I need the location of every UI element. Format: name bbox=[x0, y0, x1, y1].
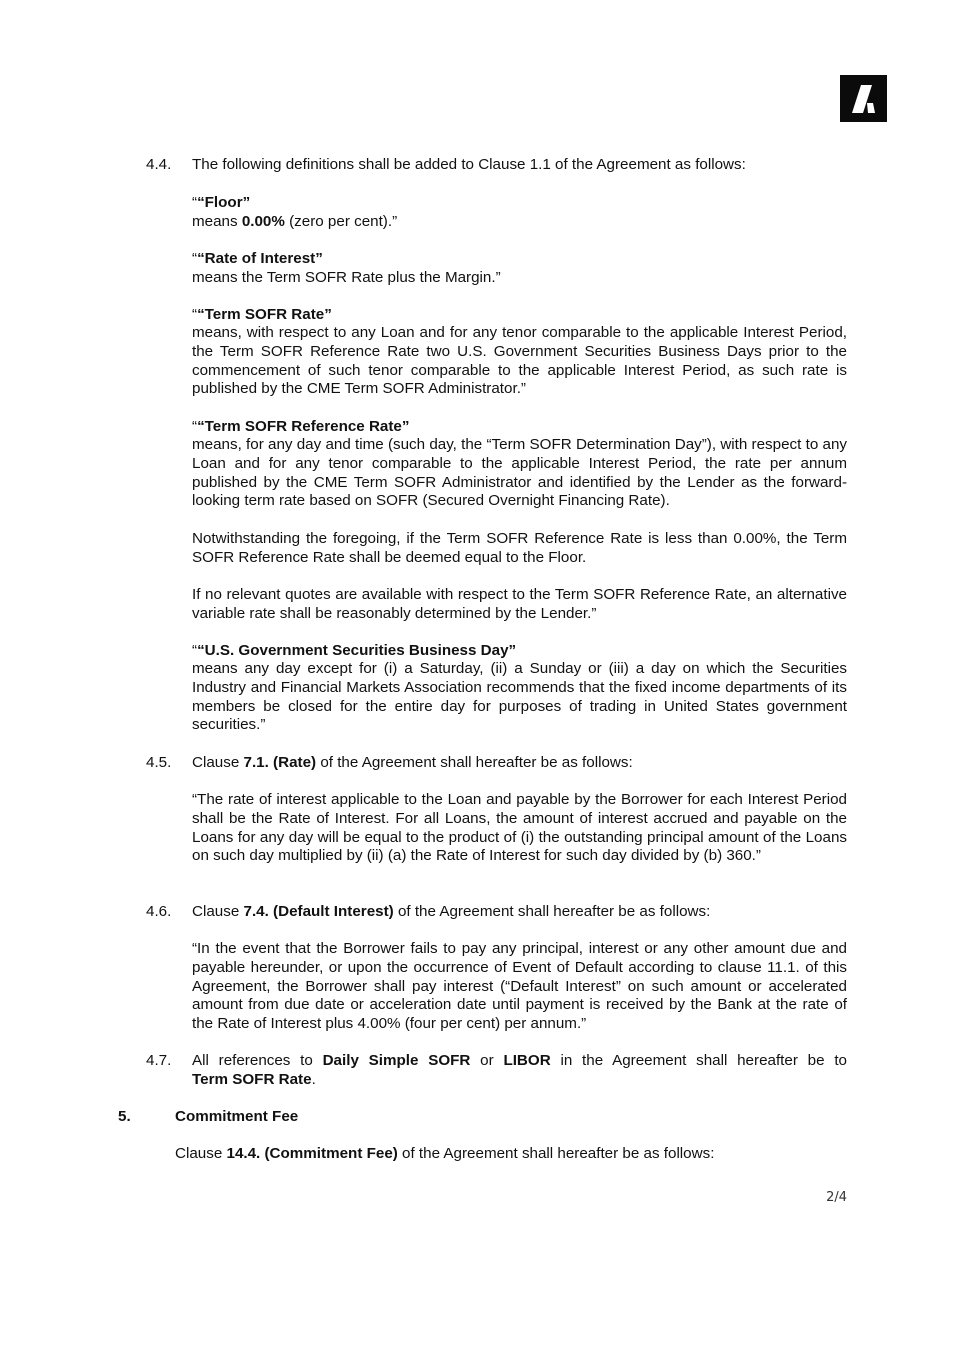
clause-text-line-1 bbox=[192, 1052, 847, 1071]
clause-quote: “In the event that the Borrower fails to pay any principal, interest or any other amount due and payable hereunder, or upon the occurrence of Event of Default according to clause 11.1. of this Agreement, the Borrower shall pay interest (“Default Interest” on such amount or accelerated amount from due date or acceleration date until payment is received by the Bank at the rate of the Rate of Interest plus 4.00% (four per cent) per annum.” bbox=[192, 940, 847, 1033]
clause-intro bbox=[192, 754, 633, 771]
ref-term-sofr-rate: Term SOFR Rate bbox=[192, 1071, 312, 1088]
term-open-quote: “ bbox=[192, 194, 198, 211]
definition-text: means, with respect to any Loan and for any tenor comparable to the applicable Interest Period, the Term SOFR Reference Rate two U.S. Government Securities Business Days prior to the commencement of such tenor comparable to the applicable Interest Period, as such rate is published by the CME Term SOFR Administrator.” bbox=[192, 324, 847, 398]
term-rate-of-interest: “Rate of Interest” bbox=[197, 250, 323, 267]
clause-number: 4.4. bbox=[146, 156, 172, 173]
clause-post: of the Agreement shall hereafter be as follows: bbox=[393, 903, 711, 920]
definition-text: means any day except for (i) a Saturday, (ii) a Sunday or (iii) a day on which the Securities Industry and Financial Markets Association recommends that the fixed income departments of its members be closed for the entire day for purposes of trading in United States government securities.” bbox=[192, 660, 847, 734]
term-open-quote: “ bbox=[192, 642, 198, 659]
definition-term bbox=[192, 250, 323, 267]
page-number: 2/4 bbox=[826, 1190, 847, 1205]
definition-text bbox=[192, 213, 397, 230]
definition-text: means, for any day and time (such day, the “Term SOFR Determination Day”), with respect to any Loan and for any tenor comparable to the applicable Interest Period, the rate per annum published by the CME Term SOFR Administrator and identified by the Lender as the forward-looking term rate based on SOFR (Secured Overnight Financing Rate). bbox=[192, 436, 847, 510]
clause-text-line-2 bbox=[192, 1071, 316, 1088]
floor-post: (zero per cent).” bbox=[284, 213, 398, 230]
clause-number: 4.5. bbox=[146, 754, 172, 771]
term-term-sofr-reference-rate: “Term SOFR Reference Rate” bbox=[197, 418, 410, 435]
company-logo bbox=[840, 75, 887, 122]
term-term-sofr-rate: “Term SOFR Rate” bbox=[197, 306, 332, 323]
definition-paragraph: Notwithstanding the foregoing, if the Term SOFR Reference Rate is less than 0.00%, the Term SOFR Reference Rate shall be deemed equal to the Floor. bbox=[192, 530, 847, 566]
clause-post: of the Agreement shall hereafter be as follows: bbox=[316, 754, 633, 771]
clause-intro bbox=[192, 903, 710, 920]
section-number: 5. bbox=[118, 1108, 131, 1125]
section-text bbox=[175, 1145, 714, 1162]
ref-period: . bbox=[311, 1071, 316, 1088]
term-us-gov-securities-business-day: “U.S. Government Securities Business Day” bbox=[197, 642, 517, 659]
clause-ref: 7.4. (Default Interest) bbox=[243, 903, 394, 920]
clause-pre: Clause bbox=[192, 903, 244, 920]
ref-text-2: or bbox=[470, 1052, 504, 1069]
definition-term bbox=[192, 194, 250, 211]
definition-term bbox=[192, 306, 332, 323]
term-open-quote: “ bbox=[192, 418, 198, 435]
clause-number: 4.7. bbox=[146, 1052, 172, 1069]
term-open-quote: “ bbox=[192, 306, 198, 323]
logo-mark-icon bbox=[840, 75, 887, 122]
floor-value: 0.00% bbox=[241, 213, 285, 230]
definition-term bbox=[192, 642, 516, 659]
clause-intro: The following definitions shall be added to Clause 1.1 of the Agreement as follows: bbox=[192, 156, 746, 173]
term-floor: “Floor” bbox=[197, 194, 251, 211]
section-post: of the Agreement shall hereafter be as follows: bbox=[397, 1145, 715, 1162]
ref-text-3: in the Agreement shall hereafter be to bbox=[550, 1052, 847, 1069]
clause-pre: Clause bbox=[192, 754, 244, 771]
section-pre: Clause bbox=[175, 1145, 227, 1162]
section-clause-ref: 14.4. (Commitment Fee) bbox=[226, 1145, 398, 1162]
term-open-quote: “ bbox=[192, 250, 198, 267]
clause-quote: “The rate of interest applicable to the Loan and payable by the Borrower for each Interest Period shall be the Rate of Interest. For all Loans, the amount of interest accrued and payable on the Loans for any day will be equal to the product of (i) the outstanding principal amount of the Loans on such day multiplied by (ii) (a) the Rate of Interest for such day divided by (b) 360.” bbox=[192, 791, 847, 865]
definition-paragraph: If no relevant quotes are available with respect to the Term SOFR Reference Rate, an alternative variable rate shall be reasonably determined by the Lender.” bbox=[192, 586, 847, 622]
clause-ref: 7.1. (Rate) bbox=[243, 754, 317, 771]
ref-daily-simple-sofr: Daily Simple SOFR bbox=[322, 1052, 471, 1069]
section-title: Commitment Fee bbox=[175, 1108, 299, 1125]
ref-libor: LIBOR bbox=[503, 1052, 551, 1069]
clause-number: 4.6. bbox=[146, 903, 172, 920]
ref-text-1: All references to bbox=[192, 1052, 323, 1069]
floor-pre: means bbox=[192, 213, 242, 230]
definition-term bbox=[192, 418, 409, 435]
definition-text: means the Term SOFR Rate plus the Margin.” bbox=[192, 269, 501, 286]
